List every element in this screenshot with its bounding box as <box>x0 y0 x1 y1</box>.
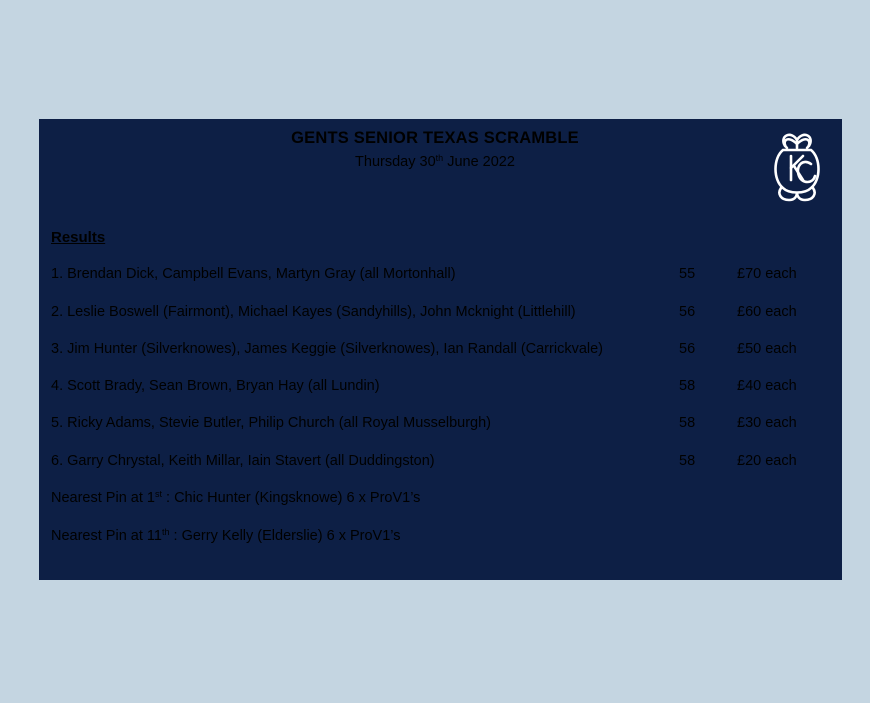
event-date-main: Thursday 30 <box>355 154 436 170</box>
result-team: 5. Ricky Adams, Stevie Butler, Philip Church (all Royal Musselburgh) <box>51 415 492 431</box>
result-prize: £20 each <box>737 453 797 469</box>
result-prize: £30 each <box>737 415 797 431</box>
nearest-pin-ordinal: th <box>161 527 170 537</box>
result-prize: £40 each <box>737 378 797 394</box>
club-crest-icon <box>769 128 825 206</box>
result-score: 56 <box>679 304 696 320</box>
result-team: 4. Scott Brady, Sean Brown, Bryan Hay (all Lundin) <box>51 378 380 394</box>
logo-text: KC <box>797 204 799 205</box>
nearest-pin-label: Nearest Pin at 1 <box>51 490 155 506</box>
result-team: 1. Brendan Dick, Campbell Evans, Martyn Gray (all Mortonhall) <box>51 266 456 282</box>
event-date <box>0 154 870 170</box>
result-prize: £50 each <box>737 341 797 357</box>
result-team: 2. Leslie Boswell (Fairmont), Michael Kayes (Sandyhills), John Mcknight (Littlehill) <box>51 304 576 320</box>
result-team: 6. Garry Chrystal, Keith Millar, Iain Stavert (all Duddingston) <box>51 453 435 469</box>
result-score: 58 <box>679 415 696 431</box>
nearest-pin-detail: : Chic Hunter (Kingsknowe) 6 x ProV1’s <box>162 490 421 506</box>
result-score: 55 <box>679 266 696 282</box>
result-score: 56 <box>679 341 696 357</box>
result-score: 58 <box>679 453 696 469</box>
result-team: 3. Jim Hunter (Silverknowes), James Keggie (Silverknowes), Ian Randall (Carrickvale) <box>51 341 603 357</box>
result-prize: £60 each <box>737 304 797 320</box>
results-heading: Results <box>51 229 106 246</box>
nearest-pin-11 <box>51 528 400 544</box>
nearest-pin-1 <box>51 490 420 506</box>
page-title: GENTS SENIOR TEXAS SCRAMBLE <box>291 129 579 147</box>
nearest-pin-detail: : Gerry Kelly (Elderslie) 6 x ProV1’s <box>169 528 401 544</box>
result-score: 58 <box>679 378 696 394</box>
nearest-pin-label: Nearest Pin at 11 <box>51 528 162 544</box>
event-date-rest: June 2022 <box>443 154 515 170</box>
event-date-ordinal: th <box>435 153 444 163</box>
result-prize: £70 each <box>737 266 797 282</box>
nearest-pin-ordinal: st <box>154 489 162 499</box>
